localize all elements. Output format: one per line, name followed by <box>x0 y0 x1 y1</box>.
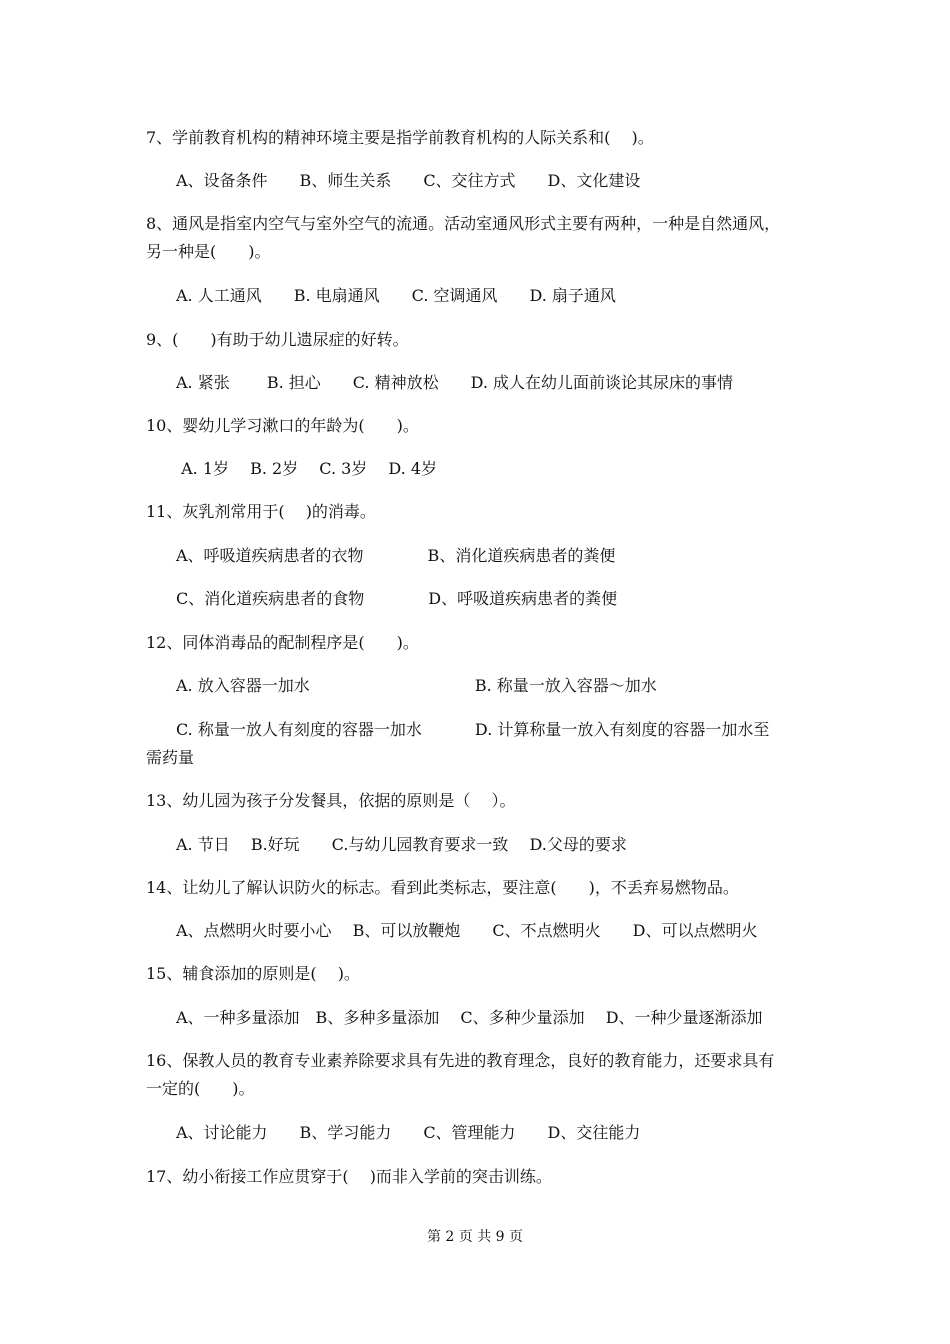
question-13-stem: 13、幼儿园为孩子分发餐具，依据的原则是（ ）。 <box>146 791 516 810</box>
question-8-stem: 8、通风是指室内空气与室外空气的流通。活动室通风形式主要有两种，一种是自然通风， <box>146 214 781 233</box>
question-14-options: A、点燃明火时要小心 B、可以放鞭炮 C、不点燃明火 D、可以点燃明火 <box>176 921 758 940</box>
question-7-options: A、设备条件 B、师生关系 C、交往方式 D、文化建设 <box>176 171 641 190</box>
question-16-stem: 16、保教人员的教育专业素养除要求具有先进的教育理念，良好的教育能力，还要求具有 <box>146 1051 775 1070</box>
question-11-options-row2: C、消化道疾病患者的食物 D、呼吸道疾病患者的粪便 <box>176 589 618 608</box>
question-15-options: A、一种多量添加 B、多种多量添加 C、多种少量添加 D、一种少量逐渐添加 <box>176 1008 763 1027</box>
question-12-options-row2-cont: 需药量 <box>146 748 195 767</box>
question-9-stem: 9、( )有助于幼儿遗尿症的好转。 <box>146 330 409 349</box>
question-15-stem: 15、辅食添加的原则是( )。 <box>146 964 360 983</box>
question-17-stem: 17、幼小衔接工作应贯穿于( )而非入学前的突击训练。 <box>146 1167 552 1186</box>
question-13-options: A. 节日 B.好玩 C.与幼儿园教育要求一致 D.父母的要求 <box>176 835 627 854</box>
question-9-options: A. 紧张 B. 担心 C. 精神放松 D. 成人在幼儿面前谈论其尿床的事情 <box>176 373 734 392</box>
question-12-options-row1: A. 放入容器一加水 B. 称量一放入容器～加水 <box>176 676 657 695</box>
question-12-stem: 12、同体消毒品的配制程序是( )。 <box>146 633 419 652</box>
question-10-stem: 10、婴幼儿学习漱口的年龄为( )。 <box>146 416 419 435</box>
question-7-stem: 7、学前教育机构的精神环境主要是指学前教育机构的人际关系和( )。 <box>146 128 654 147</box>
question-16-stem-cont: 一定的( )。 <box>146 1079 255 1098</box>
question-12-options-row2: C. 称量一放人有刻度的容器一加水 D. 计算称量一放入有刻度的容器一加水至 <box>176 720 770 739</box>
question-14-stem: 14、让幼儿了解认识防火的标志。看到此类标志，要注意( )，不丢弃易燃物品。 <box>146 878 739 897</box>
question-8-stem-cont: 另一种是( )。 <box>146 242 271 261</box>
question-11-stem: 11、灰乳剂常用于( )的消毒。 <box>146 502 376 521</box>
question-10-options: A. 1岁 B. 2岁 C. 3岁 D. 4岁 <box>176 459 437 478</box>
question-8-options: A. 人工通风 B. 电扇通风 C. 空调通风 D. 扇子通风 <box>176 286 616 305</box>
page-footer: 第 2 页 共 9 页 <box>426 1229 524 1245</box>
question-16-options: A、讨论能力 B、学习能力 C、管理能力 D、交往能力 <box>176 1123 641 1142</box>
question-11-options-row1: A、呼吸道疾病患者的衣物 B、消化道疾病患者的粪便 <box>176 546 616 565</box>
